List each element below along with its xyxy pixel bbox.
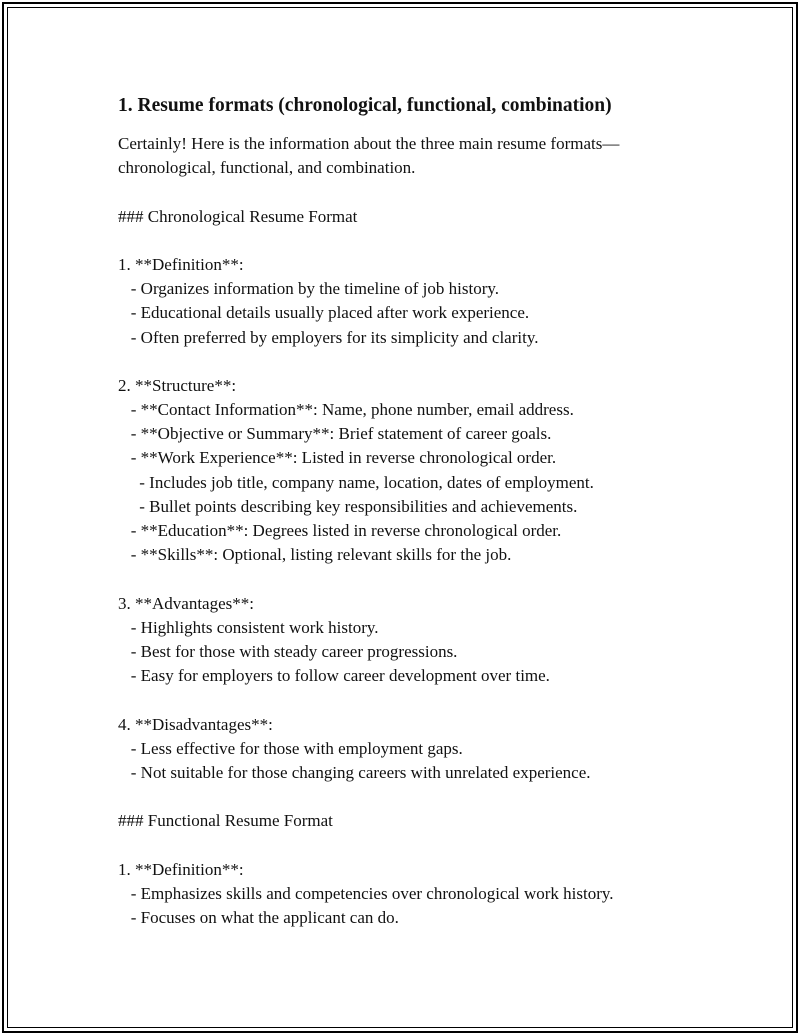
- list-item: - **Objective or Summary**: Brief statement of career goals.: [118, 424, 552, 444]
- section-title-chronological: ### Chronological Resume Format: [118, 206, 358, 226]
- list-item: - Includes job title, company name, location, dates of employment.: [118, 472, 594, 492]
- blank-line: [118, 567, 738, 591]
- list-item: - **Work Experience**: Listed in reverse chronological order.: [118, 448, 557, 468]
- blank-line: [118, 833, 738, 857]
- blank-line: [118, 688, 738, 712]
- list-item: - Bullet points describing key responsibilities and achievements.: [118, 496, 578, 516]
- section-title-functional: ### Functional Resume Format: [118, 811, 333, 831]
- list-item: - Best for those with steady career progressions.: [118, 641, 458, 661]
- list-item: - Highlights consistent work history.: [118, 617, 379, 637]
- chrono-advantages-title: 3. **Advantages**:: [118, 593, 254, 613]
- func-definition-title: 1. **Definition**:: [118, 859, 244, 879]
- intro-line: Certainly! Here is the information about the three main resume formats—: [118, 134, 620, 153]
- blank-line: [118, 180, 738, 204]
- list-item: - Educational details usually placed after work experience.: [118, 303, 530, 323]
- list-item: - Not suitable for those changing careers with unrelated experience.: [118, 762, 591, 782]
- chrono-definition-title: 1. **Definition**:: [118, 254, 244, 274]
- chrono-structure-title: 2. **Structure**:: [118, 375, 237, 395]
- list-item: - Focuses on what the applicant can do.: [118, 908, 399, 927]
- list-item: - **Skills**: Optional, listing relevant skills for the job.: [118, 545, 512, 565]
- intro-line: chronological, functional, and combination.: [118, 158, 416, 178]
- list-item: - **Education**: Degrees listed in reverse chronological order.: [118, 521, 562, 540]
- blank-line: [118, 785, 738, 809]
- document-body: [118, 92, 738, 930]
- list-item: - Organizes information by the timeline of job history.: [118, 279, 500, 299]
- document-heading: 1. Resume formats (chronological, functional, combination): [118, 95, 612, 116]
- blank-line: [118, 350, 738, 374]
- list-item: - **Contact Information**: Name, phone number, email address.: [118, 400, 574, 420]
- list-item: - Emphasizes skills and competencies over chronological work history.: [118, 883, 614, 903]
- chrono-disadvantages-title: 4. **Disadvantages**:: [118, 714, 273, 734]
- list-item: - Easy for employers to follow career development over time.: [118, 666, 550, 686]
- list-item: - Less effective for those with employment gaps.: [118, 738, 463, 758]
- blank-line: [118, 229, 738, 253]
- list-item: - Often preferred by employers for its simplicity and clarity.: [118, 327, 539, 347]
